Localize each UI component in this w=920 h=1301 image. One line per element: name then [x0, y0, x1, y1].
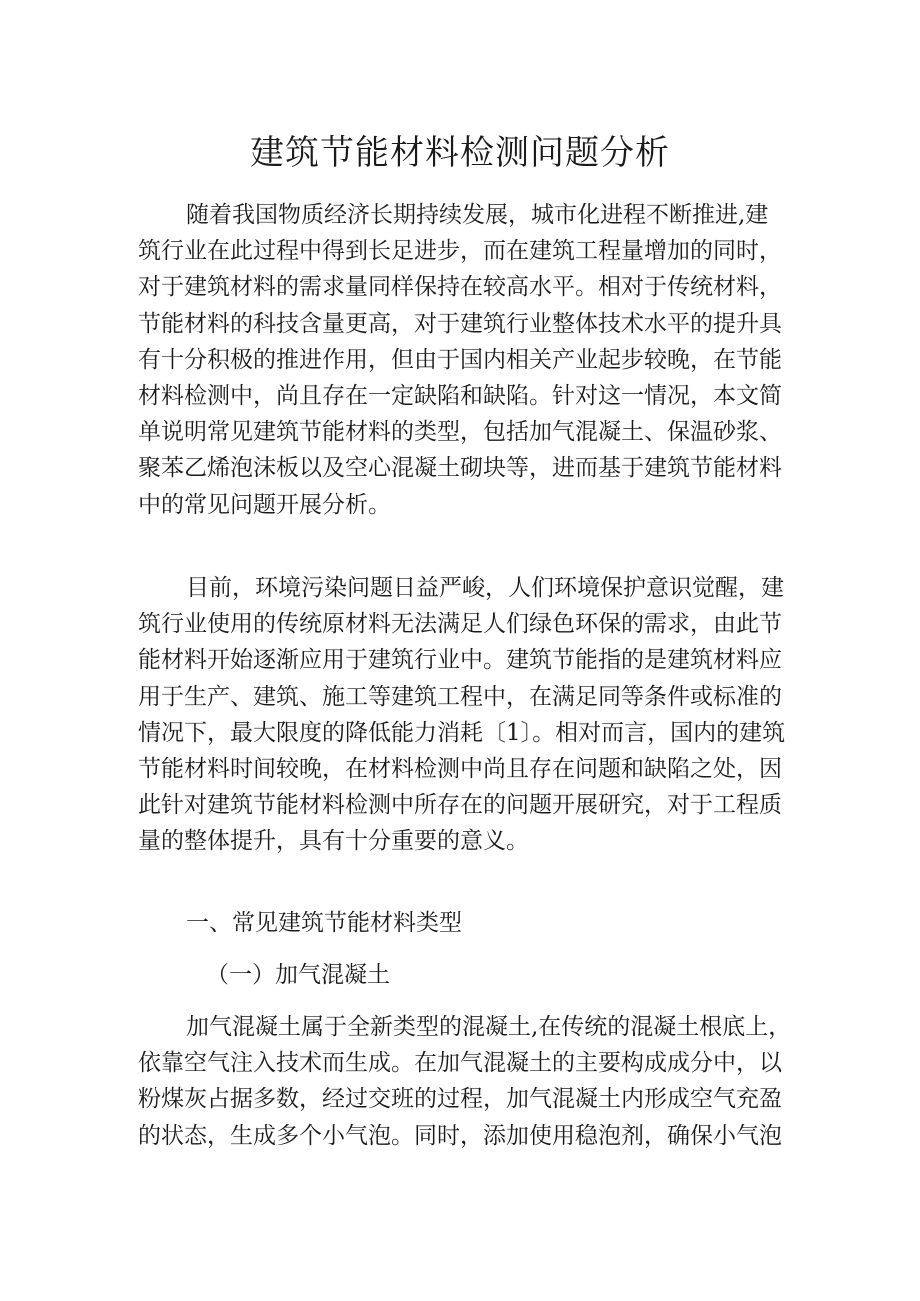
paragraph-aerated-concrete: [138, 1009, 792, 1154]
text-line: 能材料开始逐渐应用于建筑行业中。建筑节能指的是建筑材料应: [138, 647, 782, 674]
text-line: 节能材料的科技含量更高，对于建筑行业整体技术水平的提升具: [138, 310, 782, 337]
text-line: 依靠空气注入技术而生成。在加气混凝土的主要构成成分中，以: [138, 1050, 782, 1077]
section-heading: 一、常见建筑节能材料类型: [186, 910, 462, 936]
paragraph-intro: [138, 197, 792, 523]
text-line: 用于生产、建筑、施工等建筑工程中，在满足同等条件或标准的: [138, 683, 782, 710]
text-line: 材料检测中，尚且存在一定缺陷和缺陷。针对这一情况，本文简: [138, 383, 782, 410]
text-line: 聚苯乙烯泡沫板以及空心混凝土砌块等，进而基于建筑节能材料: [138, 455, 782, 482]
text-line: 单说明常见建筑节能材料的类型，包括加气混凝土、保温砂浆、: [138, 419, 782, 446]
text-line: 粉煤灰占据多数，经过交班的过程，加气混凝土内形成空气充盈: [138, 1086, 782, 1113]
text-line: 目前，环境污染问题日益严峻，人们环境保护意识觉醒，建: [186, 575, 784, 601]
text-line: 筑行业在此过程中得到长足进步，而在建筑工程量增加的同时，: [138, 238, 782, 265]
text-line: 量的整体提升，具有十分重要的意义。: [138, 828, 529, 855]
text-line: 筑行业使用的传统原材料无法满足人们绿色环保的需求，由此节: [138, 611, 782, 638]
text-line: 此针对建筑节能材料检测中所存在的问题开展研究，对于工程质: [138, 792, 782, 819]
text-line: 中的常见问题开展分析。: [138, 491, 391, 518]
document-title: 建筑节能材料检测问题分析: [250, 133, 670, 173]
text-line: 随着我国物质经济长期持续发展，城市化进程不断推进,建: [186, 202, 769, 228]
paragraph-background: [138, 570, 792, 860]
text-line: 情况下，最大限度的降低能力消耗〔1〕。相对而言，国内的建筑: [138, 719, 786, 746]
text-line: 对于建筑材料的需求量同样保持在较高水平。相对于传统材料，: [138, 274, 782, 301]
text-line: 有十分积极的推进作用，但由于国内相关产业起步较晚，在节能: [138, 346, 782, 373]
text-line: 加气混凝土属于全新类型的混凝土,在传统的混凝土根底上，: [186, 1014, 792, 1040]
text-line: 节能材料时间较晚，在材料检测中尚且存在问题和缺陷之处，因: [138, 756, 782, 783]
subsection-heading: （一）加气混凝土: [206, 962, 390, 988]
text-line: 的状态，生成多个小气泡。同时，添加使用稳泡剂，确保小气泡: [138, 1122, 782, 1149]
